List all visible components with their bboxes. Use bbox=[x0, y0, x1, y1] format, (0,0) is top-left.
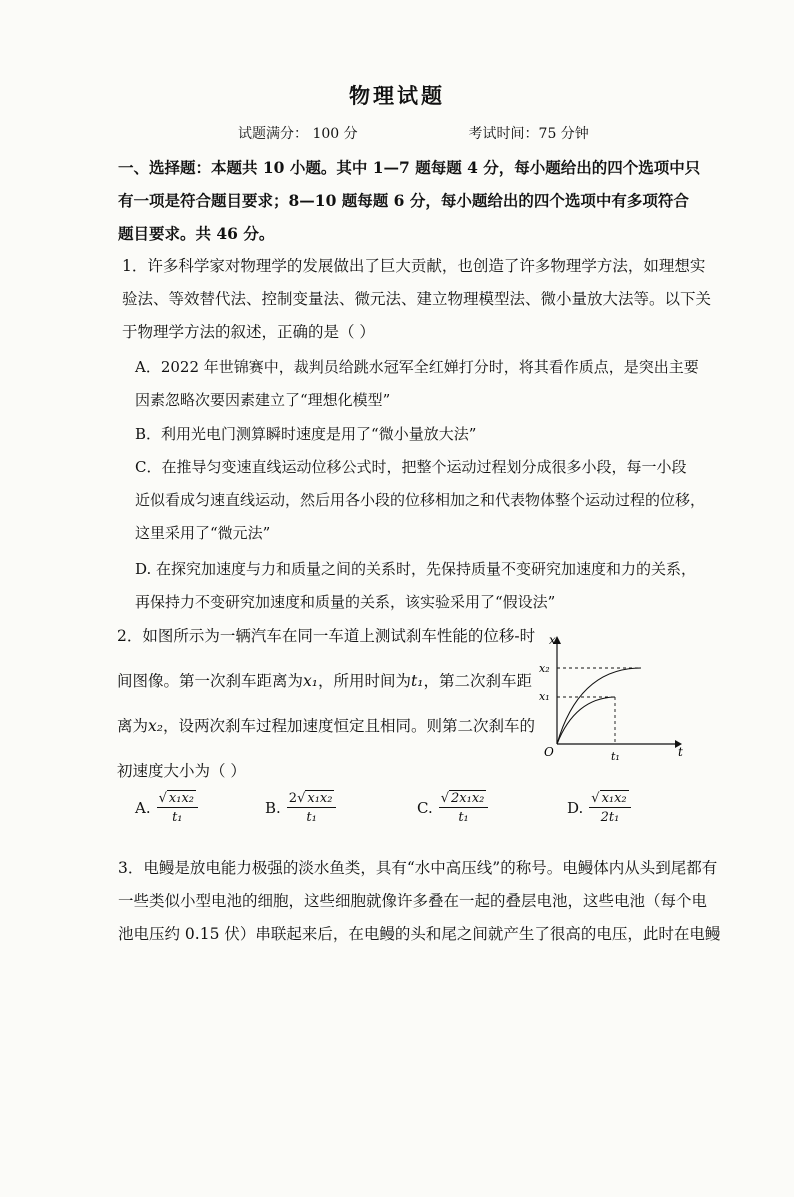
option-line: A．2022 年世锦赛中，裁判员给跳水冠军全红婵打分时，将其看作质点，是突出主要 bbox=[135, 358, 699, 376]
displacement-time-graph bbox=[535, 632, 685, 772]
exam-time: 考试时间：75 分钟 bbox=[468, 126, 589, 142]
t-axis-label: t bbox=[678, 745, 683, 759]
x2-tick: x₂ bbox=[539, 662, 550, 675]
q1-option-c bbox=[135, 451, 706, 550]
option-line: 这里采用了“微元法” bbox=[135, 524, 271, 542]
full-score: 试题满分： 100 分 bbox=[238, 126, 358, 142]
q1-option-a bbox=[135, 351, 699, 417]
q3-line: 一些类似小型电池的细胞，这些细胞就像许多叠在一起的叠层电池，这些电池（每个电 bbox=[118, 892, 708, 910]
q1-option-d bbox=[135, 553, 697, 619]
page-title: 物理试题 bbox=[349, 83, 445, 108]
q1-line: 1．许多科学家对物理学的发展做出了巨大贡献，也创造了许多物理学方法，如理想实 bbox=[122, 257, 706, 275]
q2-line: 初速度大小为（ ） bbox=[117, 762, 246, 780]
x1-tick: x₁ bbox=[539, 690, 550, 703]
option-line: 近似看成匀速直线运动，然后用各小段的位移相加之和代表物体整个运动过程的位移， bbox=[135, 491, 706, 509]
exam-meta bbox=[238, 123, 595, 143]
q2-option-a: A. $\frac{\text{√ x₁x₂}}{\text{t₁}}$ bbox=[135, 790, 198, 825]
q3-line: 池电压约 0.15 伏）串联起来后，在电鳗的头和尾之间就产生了很高的电压，此时在电鳗 bbox=[118, 925, 721, 943]
option-line: 因素忽略次要因素建立了“理想化模型” bbox=[135, 391, 391, 409]
question-2-stem bbox=[117, 614, 536, 794]
q2-line: 2．如图所示为一辆汽车在同一车道上测试刹车性能的位移-时 bbox=[117, 627, 536, 645]
section-line: 有一项是符合题目要求；8—10 题每题 6 分，每小题给出的四个选项中有多项符合 bbox=[118, 191, 689, 210]
q2-line: 离为x₂，设两次刹车过程加速度恒定且相同。则第二次刹车的 bbox=[117, 717, 535, 735]
option-line: D. 在探究加速度与力和质量之间的关系时，先保持质量不变研究加速度和力的关系， bbox=[135, 560, 697, 578]
origin-label: O bbox=[544, 745, 554, 759]
t1-tick: t₁ bbox=[611, 750, 620, 763]
x-axis-label: x bbox=[549, 633, 556, 647]
question-1-stem bbox=[122, 250, 712, 349]
q2-options bbox=[135, 790, 695, 838]
q1-option-b bbox=[135, 418, 690, 451]
curve-2 bbox=[557, 668, 641, 744]
q2-line: 间图像。第一次刹车距离为x₁，所用时间为t₁，第二次刹车距 bbox=[117, 672, 532, 690]
q2-option-d: D. $\frac{\text{√ x₁x₂}}{\text{2t₁}}$ bbox=[567, 790, 631, 825]
section-heading bbox=[118, 151, 701, 250]
q2-option-c: C. $\frac{\text{√ 2x₁x₂}}{\text{t₁}}$ bbox=[417, 790, 488, 825]
option-line: C．在推导匀变速直线运动位移公式时，把整个运动过程划分成很多小段，每一小段 bbox=[135, 458, 687, 476]
section-line: 题目要求。共 46 分。 bbox=[118, 224, 275, 243]
q1-line: 于物理学方法的叙述，正确的是（ ） bbox=[122, 323, 375, 341]
option-line: B．利用光电门测算瞬时速度是用了“微小量放大法” bbox=[135, 425, 477, 443]
question-3-stem bbox=[118, 852, 721, 951]
q1-line: 验法、等效替代法、控制变量法、微元法、建立物理模型法、微小量放大法等。以下关 bbox=[122, 290, 712, 308]
q3-line: 3．电鳗是放电能力极强的淡水鱼类，具有“水中高压线”的称号。电鳗体内从头到尾都有 bbox=[118, 859, 718, 877]
section-line: 一、选择题：本题共 10 小题。其中 1—7 题每题 4 分，每小题给出的四个选项中只 bbox=[118, 158, 701, 177]
option-line: 再保持力不变研究加速度和质量的关系，该实验采用了“假设法” bbox=[135, 593, 556, 611]
q2-option-b: B. $\frac{\text{2√ x₁x₂}}{\text{t₁}}$ bbox=[265, 790, 336, 825]
